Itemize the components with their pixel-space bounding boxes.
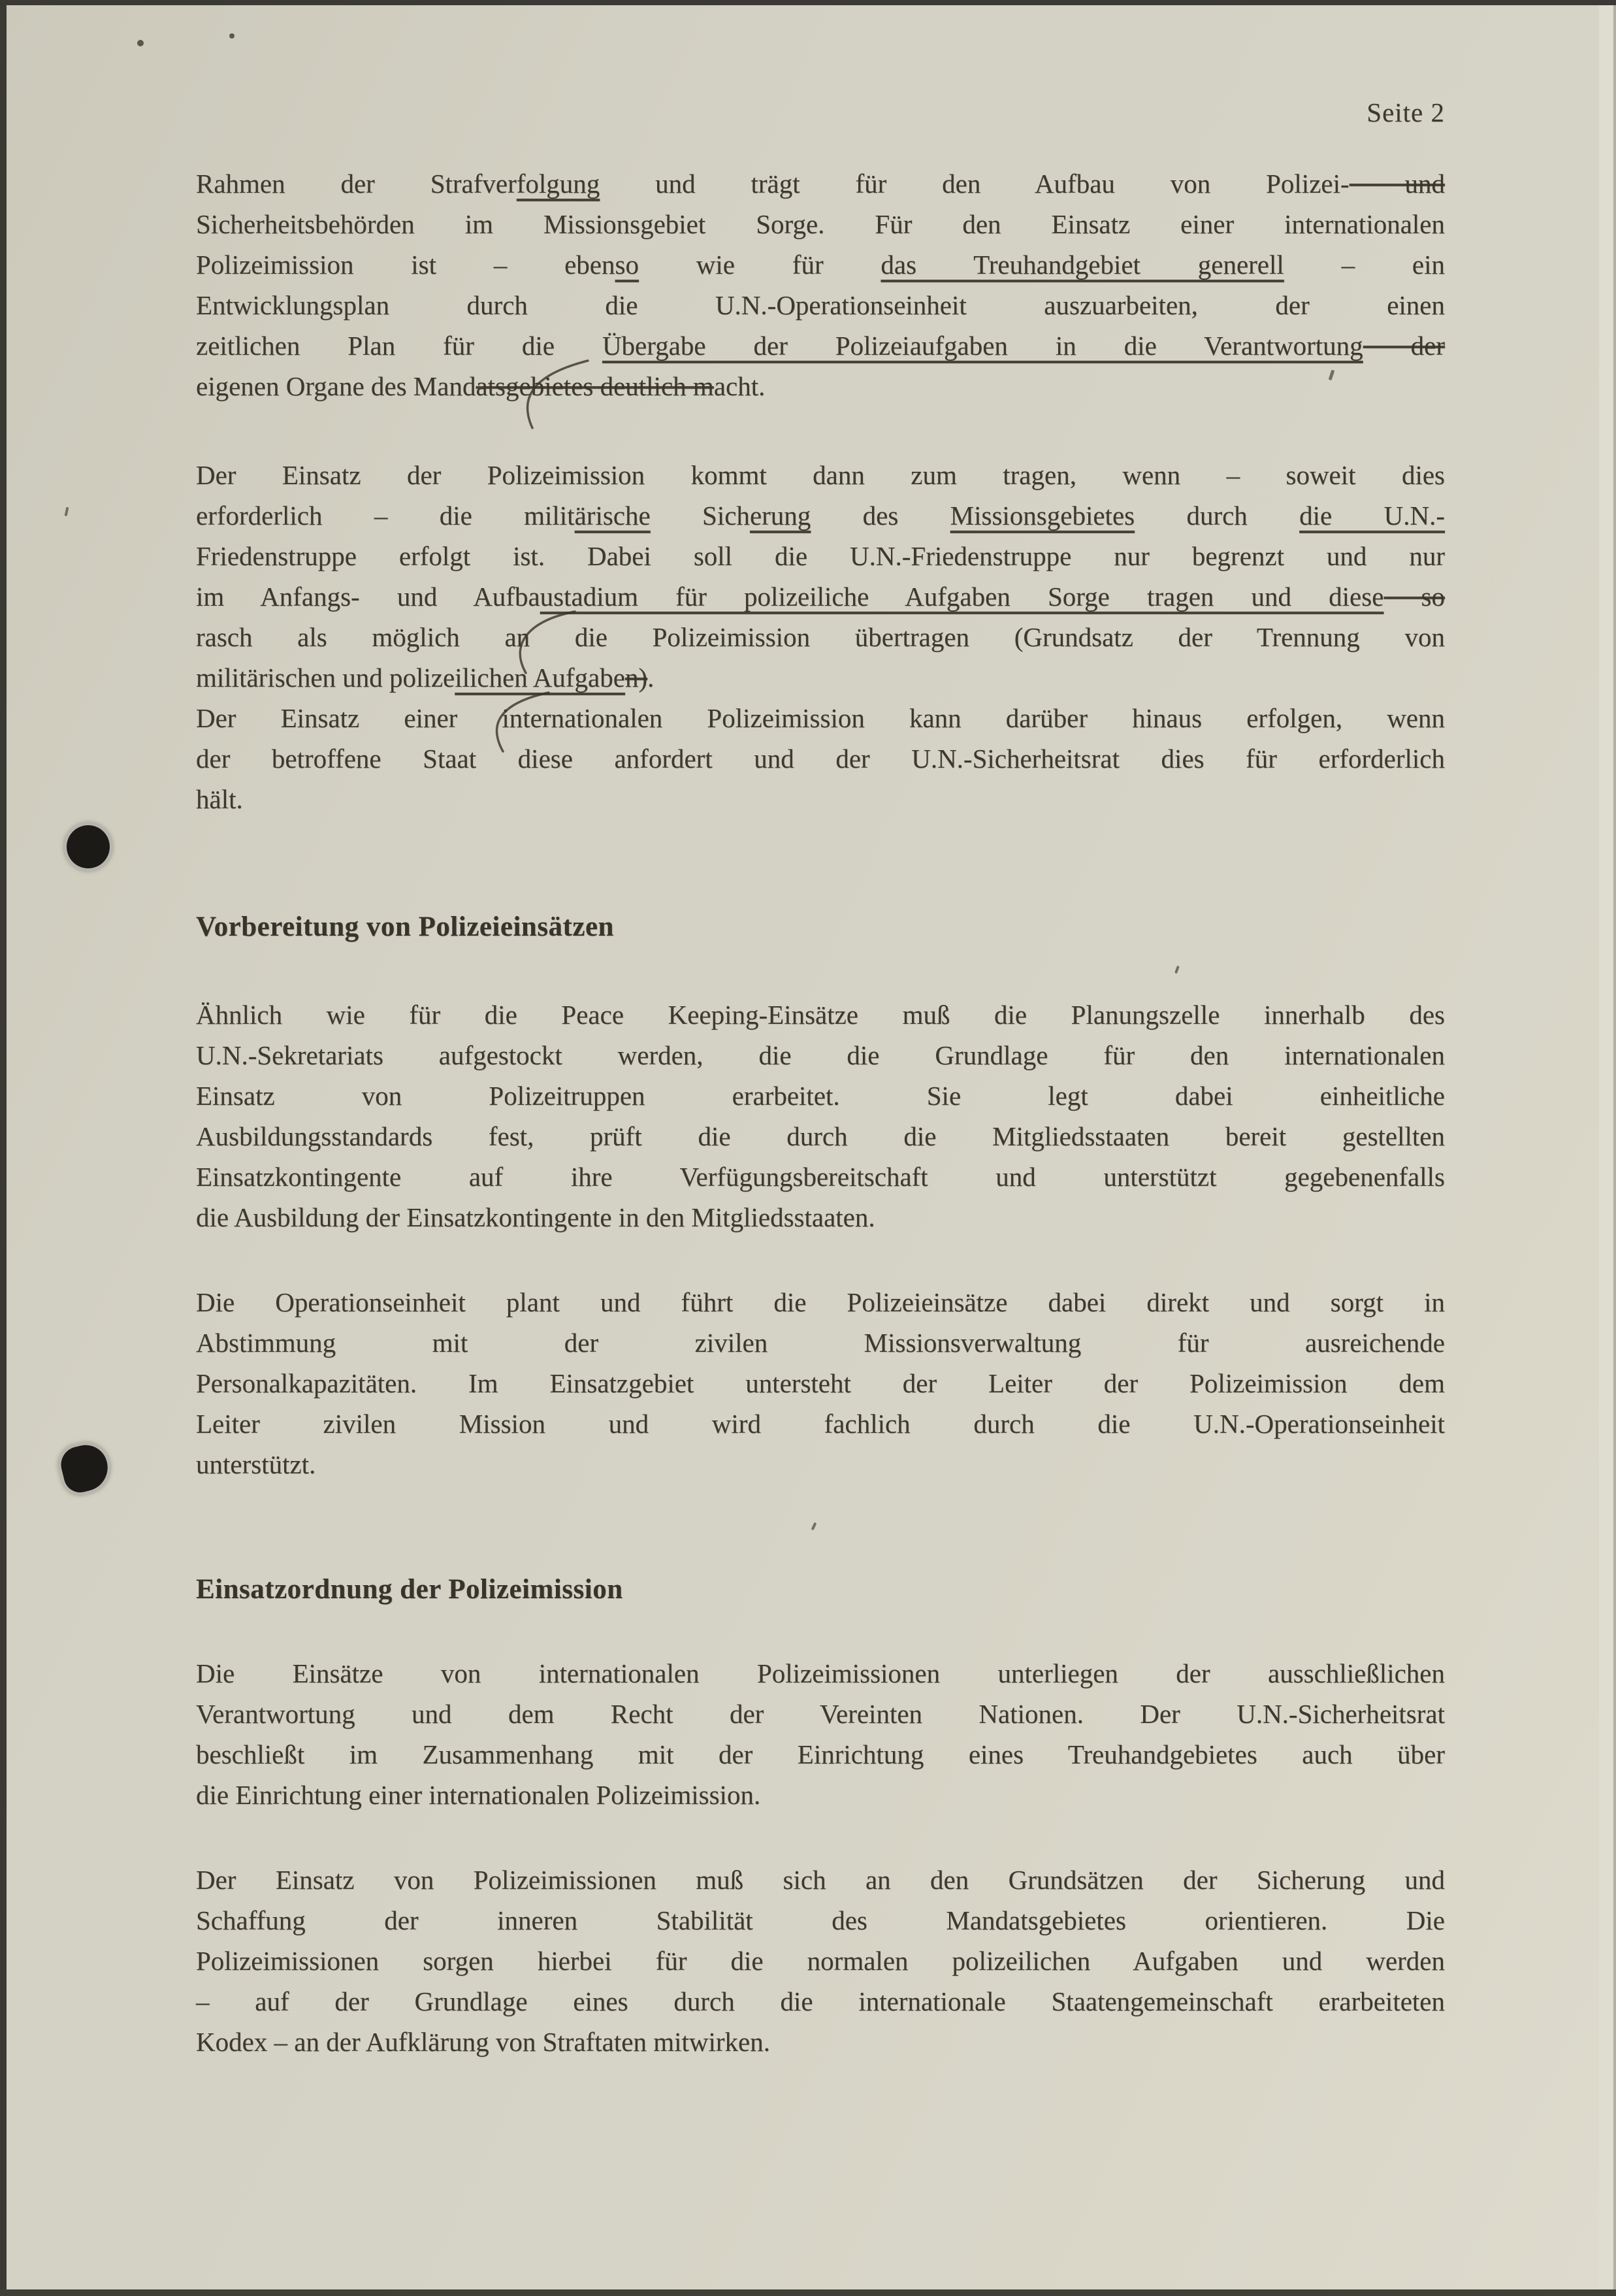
staple-hole [229, 33, 234, 39]
text-line [196, 1282, 1445, 1322]
scan-edge-bottom [0, 2289, 1616, 2296]
text-line [196, 657, 1445, 698]
pen-underline-annotation: folgung [516, 169, 600, 199]
text-run: – ein [1284, 250, 1445, 280]
text-line [196, 738, 1445, 779]
text-run: Polizeimissionen sorgen hierbei für die normalen polizeilichen Aufgaben und werden [196, 1946, 1445, 1976]
pen-underline-annotation: ustadium für polizeiliche Aufgaben Sorge tragen und diese [540, 582, 1384, 612]
text-line [196, 1981, 1445, 2022]
text-run: Der Einsatz der Polizeimission kommt dann zum tragen, wenn – soweit dies [196, 460, 1445, 490]
section-heading: Einsatzordnung der Polizeimission [196, 1574, 623, 1605]
text-line [196, 1363, 1445, 1403]
text-run: Polizeimission ist – eben [196, 250, 615, 280]
pen-underline-annotation: Missionsgebietes [950, 500, 1135, 531]
scan-edge-right-line [1613, 0, 1616, 2296]
text-line [196, 1322, 1445, 1363]
text-line [196, 1694, 1445, 1734]
section-heading: Vorbereitung von Polizeieinsätzen [196, 911, 614, 942]
pen-strikethrough-annotation: atsgebietes deutlich m [476, 371, 714, 401]
text-line [196, 1941, 1445, 1981]
text-run: Sicherheitsbehörden im Missionsgebiet Sorge. Für den Einsatz einer internationalen [196, 209, 1445, 239]
text-run: Die Operationseinheit plant und führt die Polizeieinsätze dabei direkt und sorgt in [196, 1287, 1445, 1317]
text-line [196, 495, 1445, 536]
text-line [196, 536, 1445, 576]
hole-punch [63, 822, 113, 872]
text-run: der betroffene Staat diese anfordert und der U.N.-Sicherheitsrat dies für erforderlich [196, 744, 1445, 774]
text-run: acht. [713, 371, 766, 401]
pen-underline-annotation: ilichen Aufgabe [455, 663, 625, 693]
text-run: hält. [196, 784, 243, 814]
text-line [196, 1075, 1445, 1116]
text-run: im Anfangs- und Aufba [196, 582, 540, 612]
text-line [196, 325, 1445, 366]
pen-underline-annotation: die U.N.- [1299, 500, 1445, 531]
text-run: – auf der Grundlage eines durch die internationale Staatengemeinschaft erarbeiteten [196, 1986, 1445, 2016]
text-line [196, 994, 1445, 1035]
paragraph [196, 455, 1445, 819]
text-run: Einsatz von Polizeitruppen erarbeitet. Sie legt dabei einheitliche [196, 1081, 1445, 1111]
text-line [196, 204, 1445, 244]
ink-speck [811, 1522, 817, 1531]
text-run: Leiter zivilen Mission und wird fachlich durch die U.N.-Operationseinheit [196, 1409, 1445, 1439]
text-run: Ähnlich wie für die Peace Keeping-Einsätze muß die Planungszelle innerhalb des [196, 1000, 1445, 1030]
text-run: Sich [650, 500, 750, 531]
text-run: Kodex – an der Aufklärung von Straftaten mitwirken. [196, 2027, 770, 2057]
text-line [196, 1116, 1445, 1156]
text-line [196, 617, 1445, 657]
text-run: Ausbildungsstandards fest, prüft die durch die Mitgliedsstaaten bereit gestellten [196, 1121, 1445, 1151]
text-run: durch [1135, 500, 1300, 531]
text-line [196, 285, 1445, 325]
paragraph [196, 1653, 1445, 1815]
text-run: Einsatzkontingente auf ihre Verfügungsbereitschaft und unterstützt gegebenenfalls [196, 1162, 1445, 1192]
scan-edge-left [0, 0, 7, 2296]
hole-punch [54, 1437, 117, 1500]
text-run: Die Einsätze von internationalen Polizeimissionen unterliegen der ausschließlichen [196, 1658, 1445, 1688]
pen-underline-annotation: Übergabe der Polizeiaufgaben in die Verantwortung [602, 331, 1363, 361]
text-line [196, 455, 1445, 495]
text-line [196, 576, 1445, 617]
text-line [196, 366, 1445, 406]
text-line [196, 1734, 1445, 1775]
text-run: eigenen Organe des Mand [196, 371, 476, 401]
text-line [196, 1653, 1445, 1694]
text-run: Personalkapazitäten. Im Einsatzgebiet untersteht der Leiter der Polizeimission dem [196, 1368, 1445, 1398]
text-run: Schaffung der inneren Stabilität des Mandatsgebietes orientieren. Die [196, 1905, 1445, 1935]
text-line [196, 1775, 1445, 1815]
pen-strikethrough-annotation: so [1383, 582, 1446, 612]
text-run: des [811, 500, 950, 531]
paragraph [196, 1860, 1445, 2062]
pen-underline-annotation: so [615, 250, 639, 280]
text-line [196, 779, 1445, 819]
ink-speck [1174, 966, 1180, 974]
text-run: Verantwortung und dem Recht der Vereinten Nationen. Der U.N.-Sicherheitsrat [196, 1699, 1445, 1729]
pen-underline-annotation: das Treuhandgebiet generell [881, 250, 1284, 280]
text-line [196, 1156, 1445, 1197]
scan-edge-top [0, 0, 1616, 5]
pen-underline-annotation: erung [749, 500, 811, 531]
text-line [196, 1900, 1445, 1941]
text-line [196, 1444, 1445, 1484]
text-line [196, 2022, 1445, 2062]
text-line [196, 244, 1445, 285]
text-run: die Ausbildung der Einsatzkontingente in den Mitgliedsstaaten. [196, 1202, 875, 1232]
staple-hole [137, 40, 144, 46]
text-run: zeitlichen Plan für die [196, 331, 602, 361]
text-run: rasch als möglich an die Polizeimission übertragen (Grundsatz der Trennung von [196, 622, 1445, 652]
text-run: . [647, 663, 654, 693]
text-run: Der Einsatz von Polizeimissionen muß sich an den Grundsätzen der Sicherung und [196, 1865, 1445, 1895]
text-line [196, 1403, 1445, 1444]
text-run: wie für [638, 250, 881, 280]
text-run: Rahmen der Strafver [196, 169, 517, 199]
text-line [196, 1197, 1445, 1238]
page-number: Seite 2 [1366, 97, 1445, 127]
paragraph [196, 1282, 1445, 1484]
text-run: unterstützt. [196, 1449, 316, 1479]
text-line [196, 698, 1445, 738]
text-run: Abstimmung mit der zivilen Missionsverwaltung für ausreichende [196, 1328, 1445, 1358]
text-line [196, 1035, 1445, 1075]
text-run: erforderlich – die milit [196, 500, 575, 531]
text-run: Friedenstruppe erfolgt ist. Dabei soll die U.N.-Friedenstruppe nur begrenzt und nur [196, 541, 1445, 571]
text-run: und trägt für den Aufbau von Polizei- [600, 169, 1349, 199]
pen-strikethrough-annotation: der [1363, 331, 1445, 361]
text-line [196, 1860, 1445, 1900]
text-run: U.N.-Sekretariats aufgestockt werden, die die Grundlage für den internationalen [196, 1040, 1445, 1070]
text-line [196, 163, 1445, 204]
text-run: Entwicklungsplan durch die U.N.-Operationseinheit auszuarbeiten, der einen [196, 290, 1445, 320]
pen-strikethrough-annotation: und [1349, 169, 1445, 199]
text-run: die Einrichtung einer internationalen Polizeimission. [196, 1780, 761, 1810]
pen-strikethrough-annotation: n) [624, 663, 648, 693]
text-run: militärischen und polize [196, 663, 455, 693]
pen-underline-annotation: ärische [574, 500, 651, 531]
text-run: Der Einsatz einer internationalen Polizeimission kann darüber hinaus erfolgen, wenn [196, 703, 1445, 733]
ink-speck [65, 507, 69, 517]
paragraph [196, 163, 1445, 406]
text-run: beschließt im Zusammenhang mit der Einrichtung eines Treuhandgebietes auch über [196, 1739, 1445, 1769]
paragraph [196, 994, 1445, 1238]
